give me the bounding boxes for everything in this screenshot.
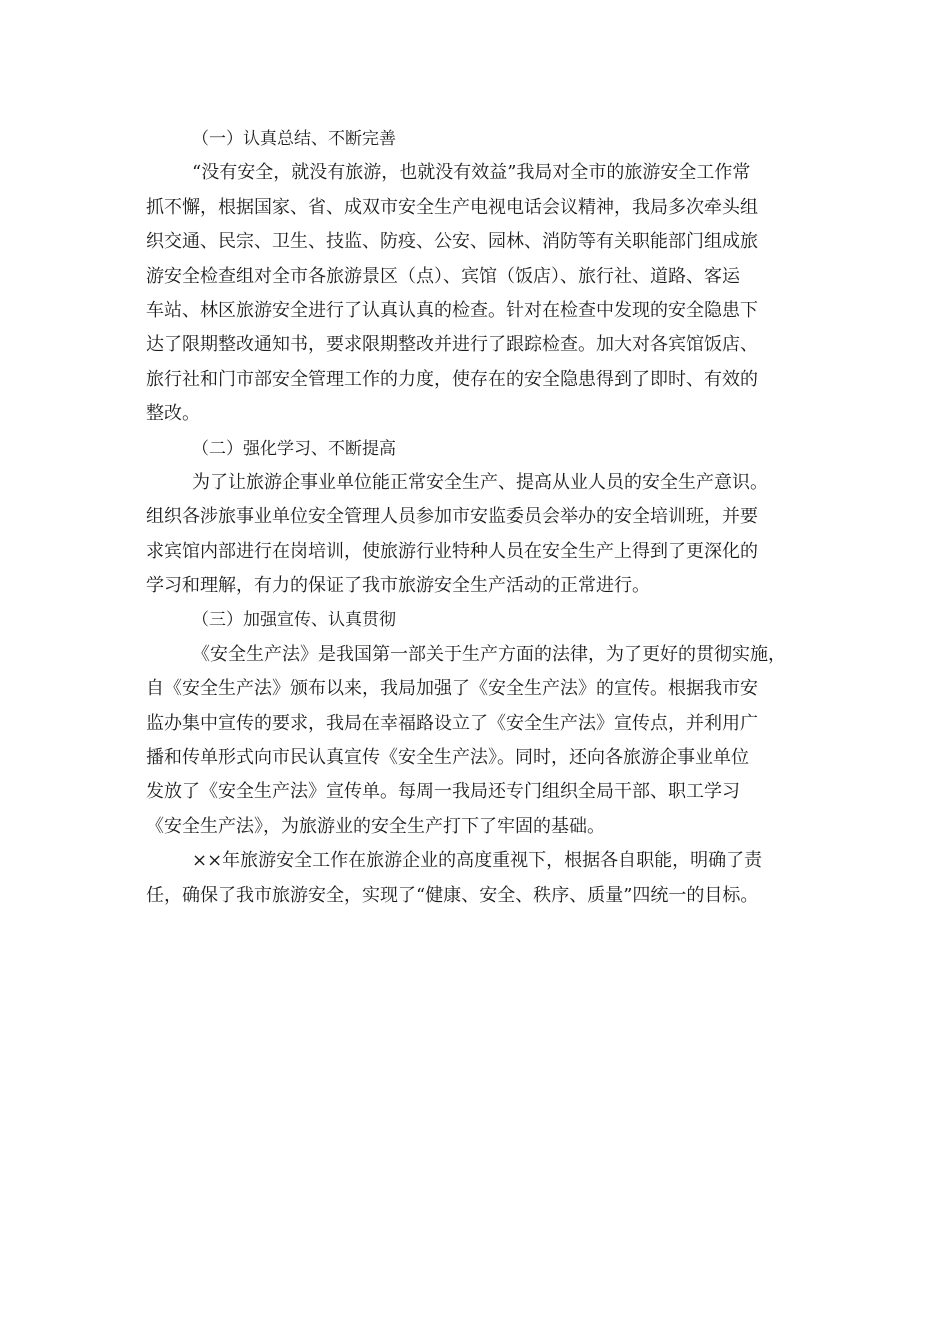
paragraph-line: “没有安全，就没有旅游，也就没有效益”我局对全市的旅游安全工作常 <box>192 162 751 184</box>
paragraph-line: 织交通、民宗、卫生、技监、防疫、公安、园林、消防等有关职能部门组成旅 <box>146 231 758 253</box>
paragraph-line: ××年旅游安全工作在旅游企业的高度重视下，根据各自职能，明确了责 <box>192 850 763 872</box>
paragraph-line: 播和传单形式向市民认真宣传《安全生产法》。同时，还向各旅游企事业单位 <box>146 747 749 769</box>
paragraph-line: 达了限期整改通知书，要求限期整改并进行了跟踪检查。加大对各宾馆饭店、 <box>146 334 758 356</box>
paragraph-line: 发放了《安全生产法》宣传单。每周一我局还专门组织全局干部、职工学习 <box>146 781 740 803</box>
paragraph-line: 游安全检查组对全市各旅游景区（点）、宾馆（饭店）、旅行社、道路、客运 <box>146 265 740 287</box>
paragraph-line: 自《安全生产法》颁布以来，我局加强了《安全生产法》的宣传。根据我市安 <box>146 678 758 700</box>
paragraph-line: 任，确保了我市旅游安全，实现了“健康、安全、秩序、质量”四统一的目标。 <box>146 884 759 906</box>
section-heading-2: （二）强化学习、不断提高 <box>192 438 396 459</box>
paragraph-line: 监办集中宣传的要求，我局在幸福路设立了《安全生产法》宣传点，并利用广 <box>146 712 758 734</box>
paragraph-line: 旅行社和门市部安全管理工作的力度，使存在的安全隐患得到了即时、有效的 <box>146 368 758 390</box>
paragraph-line: 组织各涉旅事业单位安全管理人员参加市安监委员会举办的安全培训班，并要 <box>146 506 758 528</box>
paragraph-line: 整改。 <box>146 403 200 425</box>
section-heading-1: （一）认真总结、不断完善 <box>192 129 396 149</box>
paragraph-line: 学习和理解，有力的保证了我市旅游安全生产活动的正常进行。 <box>146 575 650 597</box>
paragraph-line: 求宾馆内部进行在岗培训，使旅游行业特种人员在安全生产上得到了更深化的 <box>146 540 758 562</box>
document-body <box>146 122 806 913</box>
paragraph-line: 《安全生产法》，为旅游业的安全生产打下了牢固的基础。 <box>146 815 605 837</box>
section-heading-3: （三）加强宣传、认真贯彻 <box>192 610 396 631</box>
paragraph-line: 抓不懈，根据国家、省、成双市安全生产电视电话会议精神，我局多次牵头组 <box>146 196 758 218</box>
paragraph-line: 《安全生产法》是我国第一部关于生产方面的法律，为了更好的贯彻实施， <box>192 643 786 665</box>
paragraph-line: 为了让旅游企事业单位能正常安全生产、提高从业人员的安全生产意识。 <box>192 471 768 493</box>
paragraph-line: 车站、林区旅游安全进行了认真认真的检查。针对在检查中发现的安全隐患下 <box>146 299 758 321</box>
